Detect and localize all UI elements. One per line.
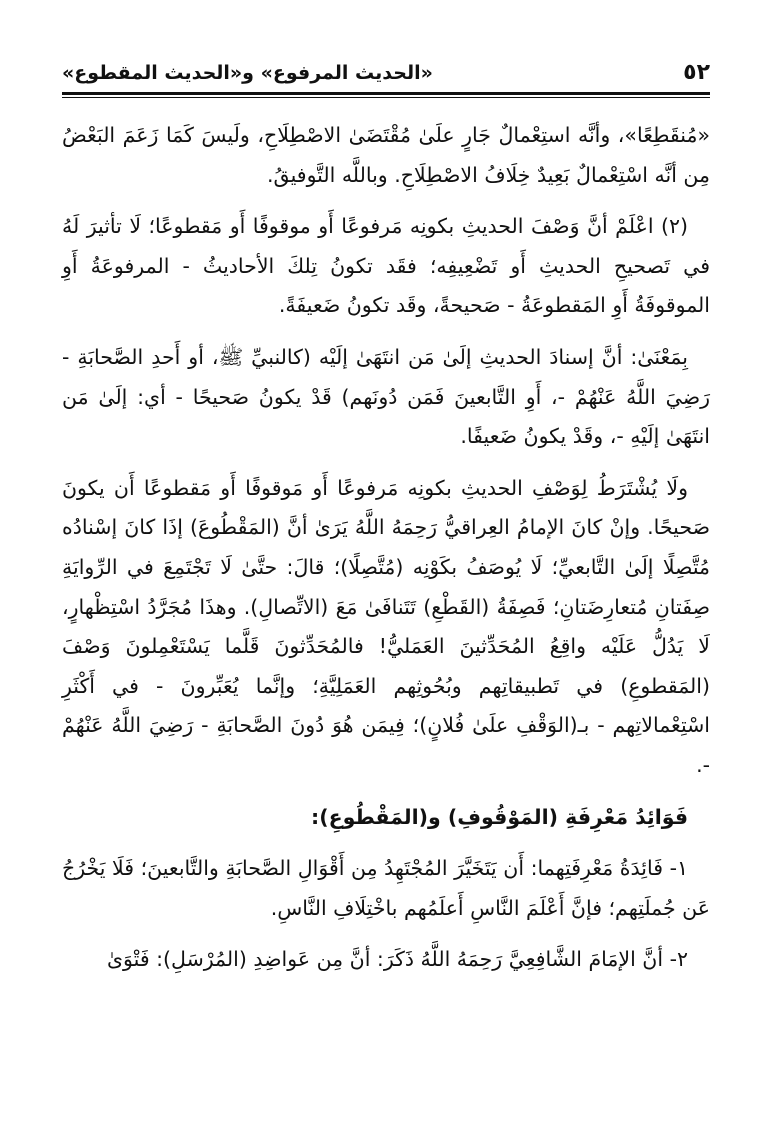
section-heading: فَوَائِدُ مَعْرِفَةِ (المَوْقُوفِ) و(المَقْطُوعِ):: [311, 804, 688, 829]
page-body: [62, 116, 710, 992]
paragraph-3: بِمَعْنَىٰ: أنَّ إسنادَ الحديثِ إلَىٰ مَن انتَهَىٰ إلَيْه (كالنبيِّ ﷺ، أو أَحدِ الصَّحابَةِ - رَضِيَ اللَّهُ عَنْهُمْ -، أَوِ التَّابعينَ فَمَن دُونَهم) قَدْ يكونُ صَحيحًا - أي: إلَىٰ مَن انتَهَىٰ إلَيْهِ -، وقَدْ يكونُ ضَعيفًا.: [62, 344, 710, 449]
paragraph-4: ولَا يُشْتَرَطُ لِوَصْفِ الحديثِ بكونِه مَرفوعًا أَو مَوقوفًا أَو مَقطوعًا أَن يكونَ صَحيحًا. وإنْ كانَ الإمامُ العِراقيُّ رَحِمَهُ اللَّهُ يَرَىٰ أنَّ (المَقْطُوعَ) إذَا كانَ إسْنادُه مُتَّصِلًا إلَىٰ التَّابعيِّ؛ لَا يُوصَفُ بكَوْنِه (مُتَّصِلًا)؛ قالَ: حتَّىٰ لَا تَجْتَمِعَ في الرِّوايَةِ صِفَتانِ مُتعارِضَتانِ؛ فَصِفَةُ (القَطْعِ) تَتَنافَىٰ مَعَ (الاتِّصالِ). وهذَا مُجَرَّدُ اسْتِظْهارٍ، لَا يَدُلُّ عَلَيْه واقِعُ المُحَدِّثينَ العَمَليُّ! فالمُحَدِّثونَ قَلَّما يَسْتَعْمِلونَ وَصْفَ (المَقطوعِ) في تَطبيقاتِهم وبُحُوثِهم العَمَلِيَّةِ؛ وإنَّما يُعَبِّرونَ - في أَكْثَرِ اسْتِعْمالاتِهم - بـ(الوَقْفِ علَىٰ فُلانٍ)؛ فِيمَن هُوَ دُونَ الصَّحابَةِ - رَضِيَ اللَّهُ عَنْهُمْ -.: [62, 475, 710, 777]
running-title: «الحديث المرفوع» و«الحديث المقطوع»: [62, 62, 433, 84]
page-header: [62, 58, 710, 90]
page-number: ٥٢: [683, 60, 710, 85]
paragraph-5: ١- فَائِدَةُ مَعْرِفَتِهما: أَن يَتَخَيَّرَ المُجْتَهِدُ مِن أَقْوَالِ الصَّحابَةِ والتَّابعينَ؛ فَلَا يَخْرُجُ عَن جُملَتِهم؛ فإنَّ أَعْلَمَ النَّاسِ أَعلَمُهم باخْتِلَافِ النَّاسِ.: [62, 856, 710, 920]
paragraph-6: ٢- أنَّ الإمَامَ الشَّافِعِيَّ رَحِمَهُ اللَّهُ ذَكَرَ: أنَّ مِن عَواضِدِ (المُرْسَلِ): فَتْوَىٰ: [107, 947, 688, 972]
header-rule-thin: [62, 97, 710, 98]
paragraph-1: «مُنقَطِعًا»، وأنَّه استِعْمالٌ جَارٍ علَىٰ مُقْتَضَىٰ الاصْطِلَاحِ، ولَيسَ كَمَا زَعَمَ البَعْضُ مِن أنَّه اسْتِعْمالٌ بَعِيدٌ خِلَافُ الاصْطِلَاحِ. وباللَّه التَّوفيقُ.: [62, 123, 710, 187]
header-rule-thick: [62, 92, 710, 95]
paragraph-2: (٢) اعْلَمْ أنَّ وَصْفَ الحديثِ بكونِه مَرفوعًا أَو موقوفًا أَو مَقطوعًا؛ لَا تأثيرَ لَهُ في تَصحيحِ الحديثِ أَو تَضْعِيفِه؛ فقَد تكونُ تِلكَ الأحاديثُ - المرفوعَةُ أَوِ الموقوفَةُ أَوِ المَقطوعَةُ - صَحيحةً، وقَد تكونُ ضَعيفَةً.: [62, 214, 710, 318]
